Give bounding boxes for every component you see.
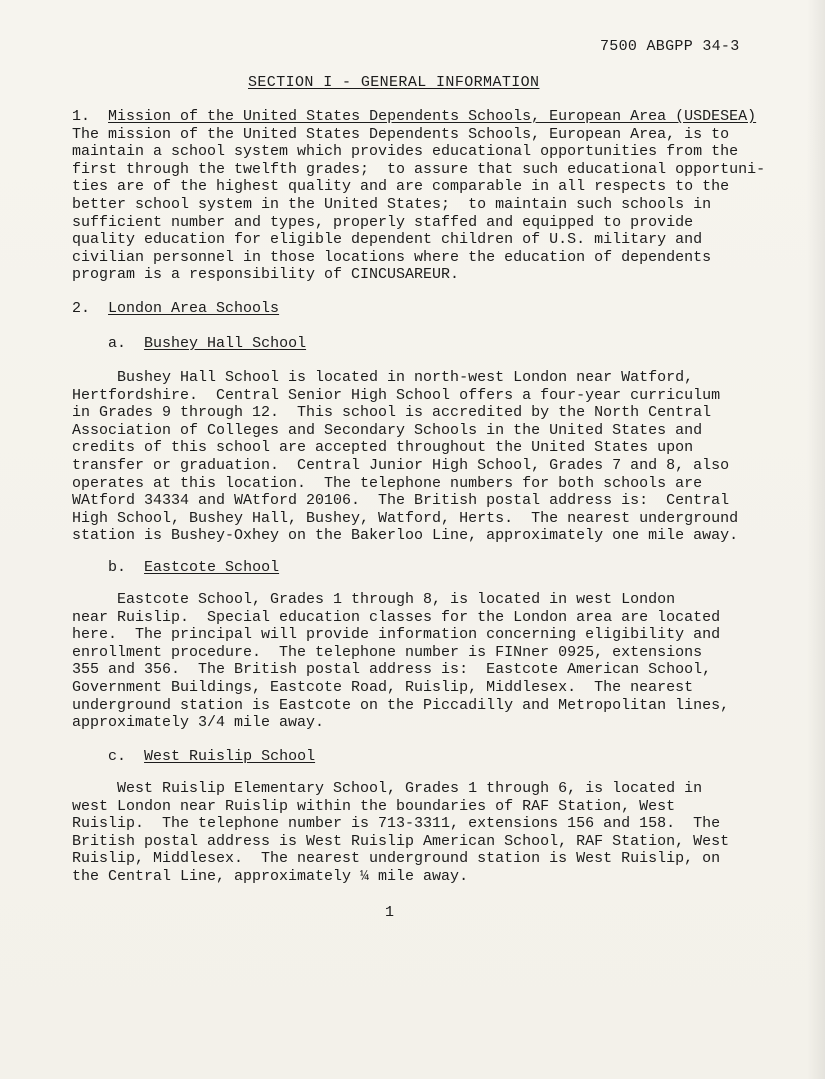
mission-paragraph-line: quality education for eligible dependent children of U.S. military and: [72, 231, 703, 249]
section-title: [248, 74, 539, 91]
document-id: 7500 ABGPP 34-3: [600, 38, 740, 55]
eastcote-paragraph-line: 355 and 356. The British postal address is: Eastcote American School,: [72, 661, 712, 679]
section-title-text: SECTION I - GENERAL INFORMATION: [248, 74, 540, 91]
west-ruislip-body: [72, 780, 772, 886]
bushey-hall-heading: Bushey Hall School: [144, 335, 307, 352]
mission-body: [72, 126, 772, 284]
bushey-hall-paragraph-line: credits of this school are accepted throughout the United States upon: [72, 439, 694, 457]
eastcote-paragraph-line: approximately 3/4 mile away.: [72, 714, 325, 732]
eastcote-paragraph-line: underground station is Eastcote on the Piccadilly and Metropolitan lines,: [72, 696, 730, 714]
mission-number: 1.: [72, 108, 91, 125]
bushey-hall-paragraph-line: Hertfordshire. Central Senior High School offers a four-year curriculum: [72, 386, 721, 404]
west-ruislip-heading: West Ruislip School: [144, 748, 316, 765]
eastcote-letter: b.: [108, 559, 127, 576]
west-ruislip-paragraph-line: west London near Ruislip within the boundaries of RAF Station, West: [72, 797, 676, 815]
mission-paragraph-line: ties are of the highest quality and are comparable in all respects to the: [72, 178, 730, 196]
mission-paragraph-line: maintain a school system which provides educational opportunities from the: [72, 143, 739, 161]
bushey-hall-paragraph-line: transfer or graduation. Central Junior High School, Grades 7 and 8, also: [72, 456, 730, 474]
eastcote-paragraph-line: here. The principal will provide information concerning eligibility and: [72, 626, 721, 644]
west-ruislip-heading-line: [72, 748, 772, 766]
mission-paragraph-line: first through the twelfth grades; to assure that such educational opportuni-: [72, 160, 766, 178]
bushey-hall-body: [72, 369, 772, 545]
eastcote-paragraph-line: Eastcote School, Grades 1 through 8, is located in west London: [72, 591, 676, 608]
mission-heading-line: [72, 108, 772, 126]
west-ruislip-paragraph-line: West Ruislip Elementary School, Grades 1 through 6, is located in: [72, 780, 703, 797]
page-edge-shadow: [807, 0, 825, 1079]
london-schools-heading-line: [72, 300, 772, 318]
bushey-hall-paragraph-line: operates at this location. The telephone numbers for both schools are: [72, 474, 703, 492]
bushey-hall-paragraph-line: WAtford 34334 and WAtford 20106. The British postal address is: Central: [72, 492, 730, 510]
eastcote-paragraph-line: Government Buildings, Eastcote Road, Ruislip, Middlesex. The nearest: [72, 678, 694, 696]
bushey-hall-paragraph-line: High School, Bushey Hall, Bushey, Watford, Herts. The nearest underground: [72, 509, 739, 527]
west-ruislip-paragraph-line: Ruislip, Middlesex. The nearest underground station is West Ruislip, on: [72, 850, 721, 868]
london-schools-number: 2.: [72, 300, 91, 317]
bushey-hall-paragraph-line: Association of Colleges and Secondary Schools in the United States and: [72, 421, 703, 439]
page-number: 1: [385, 904, 395, 921]
bushey-hall-paragraph-line: station is Bushey-Oxhey on the Bakerloo Line, approximately one mile away.: [72, 527, 739, 545]
mission-heading: Mission of the United States Dependents Schools, European Area (USDESEA): [108, 108, 757, 125]
bushey-hall-letter: a.: [108, 335, 127, 352]
mission-paragraph-line: The mission of the United States Dependents Schools, European Area, is to: [72, 125, 730, 143]
west-ruislip-paragraph-line: Ruislip. The telephone number is 713-3311, extensions 156 and 158. The: [72, 815, 721, 833]
eastcote-paragraph-line: enrollment procedure. The telephone number is FINner 0925, extensions: [72, 643, 703, 661]
mission-paragraph-line: sufficient number and types, properly staffed and equipped to provide: [72, 213, 694, 231]
london-schools-heading: London Area Schools: [108, 300, 280, 317]
west-ruislip-letter: c.: [108, 748, 127, 765]
west-ruislip-paragraph-line: British postal address is West Ruislip American School, RAF Station, West: [72, 832, 730, 850]
bushey-hall-heading-line: [72, 335, 772, 353]
mission-paragraph-line: better school system in the United States; to maintain such schools in: [72, 195, 712, 213]
mission-paragraph-line: program is a responsibility of CINCUSAREUR.: [72, 266, 460, 284]
eastcote-heading: Eastcote School: [144, 559, 280, 576]
eastcote-heading-line: [72, 559, 772, 577]
eastcote-paragraph-line: near Ruislip. Special education classes for the London area are located: [72, 608, 721, 626]
bushey-hall-paragraph-line: in Grades 9 through 12. This school is accredited by the North Central: [72, 404, 712, 422]
mission-paragraph-line: civilian personnel in those locations where the education of dependents: [72, 248, 712, 266]
west-ruislip-paragraph-line: the Central Line, approximately ¼ mile away.: [72, 867, 469, 885]
mission-section: [72, 108, 772, 284]
eastcote-body: [72, 591, 772, 732]
bushey-hall-paragraph-line: Bushey Hall School is located in north-west London near Watford,: [72, 369, 694, 386]
